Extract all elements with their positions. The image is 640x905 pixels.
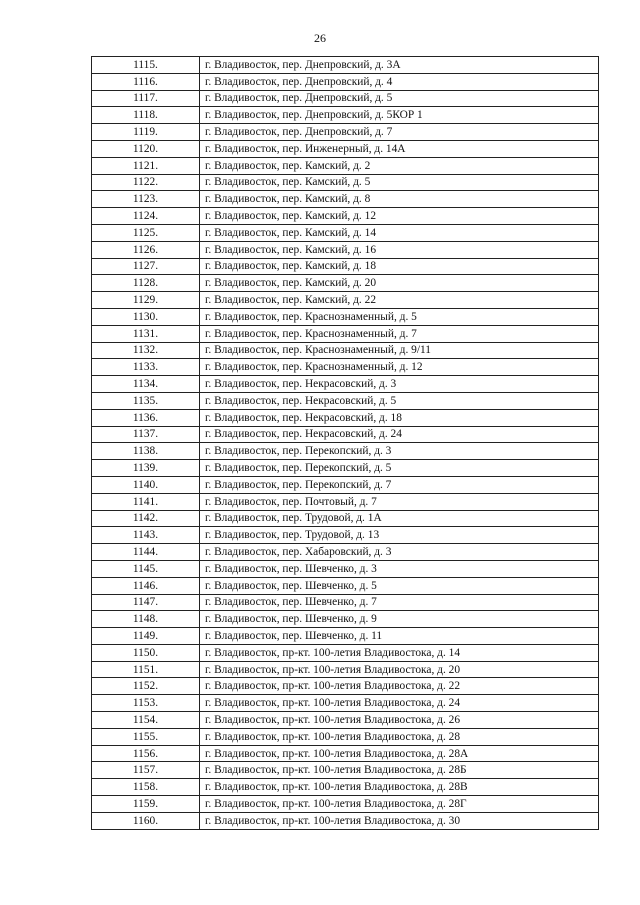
address-cell: г. Владивосток, пер. Камский, д. 12 [200, 208, 599, 225]
row-number-cell: 1157. [92, 762, 200, 779]
row-number-cell: 1159. [92, 796, 200, 813]
address-cell: г. Владивосток, пер. Шевченко, д. 9 [200, 611, 599, 628]
address-cell: г. Владивосток, пер. Краснознаменный, д. 9/11 [200, 342, 599, 359]
address-cell: г. Владивосток, пер. Перекопский, д. 5 [200, 460, 599, 477]
table-row [92, 594, 599, 611]
row-number-cell: 1129. [92, 292, 200, 309]
row-number-cell: 1149. [92, 628, 200, 645]
table-row [92, 476, 599, 493]
table-row [92, 493, 599, 510]
address-cell: г. Владивосток, пер. Трудовой, д. 13 [200, 527, 599, 544]
row-number-cell: 1143. [92, 527, 200, 544]
address-cell: г. Владивосток, пер. Хабаровский, д. 3 [200, 544, 599, 561]
table-row [92, 745, 599, 762]
table-row [92, 812, 599, 829]
address-cell: г. Владивосток, пр-кт. 100-летия Владивостока, д. 28 [200, 728, 599, 745]
address-cell: г. Владивосток, пер. Днепровский, д. 5 [200, 90, 599, 107]
row-number-cell: 1132. [92, 342, 200, 359]
address-cell: г. Владивосток, пер. Шевченко, д. 5 [200, 577, 599, 594]
address-cell: г. Владивосток, пер. Перекопский, д. 3 [200, 443, 599, 460]
row-number-cell: 1120. [92, 140, 200, 157]
row-number-cell: 1125. [92, 224, 200, 241]
table-row [92, 426, 599, 443]
table-row [92, 392, 599, 409]
address-cell: г. Владивосток, пер. Краснознаменный, д. 5 [200, 308, 599, 325]
address-cell: г. Владивосток, пер. Шевченко, д. 3 [200, 560, 599, 577]
table-row [92, 577, 599, 594]
table-row [92, 409, 599, 426]
table-row [92, 695, 599, 712]
address-cell: г. Владивосток, пр-кт. 100-летия Владивостока, д. 28Б [200, 762, 599, 779]
address-cell: г. Владивосток, пер. Днепровский, д. 3А [200, 57, 599, 74]
row-number-cell: 1158. [92, 779, 200, 796]
address-cell: г. Владивосток, пр-кт. 100-летия Владивостока, д. 14 [200, 644, 599, 661]
address-cell: г. Владивосток, пер. Камский, д. 16 [200, 241, 599, 258]
row-number-cell: 1150. [92, 644, 200, 661]
address-cell: г. Владивосток, пр-кт. 100-летия Владивостока, д. 28А [200, 745, 599, 762]
row-number-cell: 1147. [92, 594, 200, 611]
address-cell: г. Владивосток, пер. Краснознаменный, д. 12 [200, 359, 599, 376]
page-number: 26 [314, 31, 326, 45]
address-cell: г. Владивосток, пер. Некрасовский, д. 5 [200, 392, 599, 409]
row-number-cell: 1155. [92, 728, 200, 745]
address-cell: г. Владивосток, пер. Шевченко, д. 7 [200, 594, 599, 611]
row-number-cell: 1128. [92, 275, 200, 292]
table-row [92, 57, 599, 74]
row-number-cell: 1130. [92, 308, 200, 325]
table-row [92, 376, 599, 393]
table-row [92, 157, 599, 174]
row-number-cell: 1151. [92, 661, 200, 678]
table-row [92, 762, 599, 779]
address-table-body [92, 57, 599, 830]
address-cell: г. Владивосток, пер. Некрасовский, д. 3 [200, 376, 599, 393]
row-number-cell: 1119. [92, 124, 200, 141]
table-row [92, 443, 599, 460]
row-number-cell: 1116. [92, 73, 200, 90]
table-row [92, 140, 599, 157]
address-cell: г. Владивосток, пер. Некрасовский, д. 24 [200, 426, 599, 443]
table-row [92, 342, 599, 359]
address-cell: г. Владивосток, пер. Почтовый, д. 7 [200, 493, 599, 510]
address-cell: г. Владивосток, пер. Камский, д. 20 [200, 275, 599, 292]
address-cell: г. Владивосток, пер. Камский, д. 8 [200, 191, 599, 208]
row-number-cell: 1135. [92, 392, 200, 409]
address-cell: г. Владивосток, пр-кт. 100-летия Владивостока, д. 28Г [200, 796, 599, 813]
table-row [92, 728, 599, 745]
table-row [92, 510, 599, 527]
table-row [92, 359, 599, 376]
address-cell: г. Владивосток, пер. Трудовой, д. 1А [200, 510, 599, 527]
row-number-cell: 1136. [92, 409, 200, 426]
row-number-cell: 1139. [92, 460, 200, 477]
row-number-cell: 1145. [92, 560, 200, 577]
table-row [92, 191, 599, 208]
row-number-cell: 1126. [92, 241, 200, 258]
address-cell: г. Владивосток, пер. Днепровский, д. 4 [200, 73, 599, 90]
row-number-cell: 1118. [92, 107, 200, 124]
row-number-cell: 1122. [92, 174, 200, 191]
table-row [92, 779, 599, 796]
table-row [92, 107, 599, 124]
table-row [92, 644, 599, 661]
row-number-cell: 1123. [92, 191, 200, 208]
table-row [92, 224, 599, 241]
row-number-cell: 1148. [92, 611, 200, 628]
table-row [92, 258, 599, 275]
row-number-cell: 1115. [92, 57, 200, 74]
row-number-cell: 1152. [92, 678, 200, 695]
table-row [92, 611, 599, 628]
table-row [92, 124, 599, 141]
address-cell: г. Владивосток, пер. Камский, д. 18 [200, 258, 599, 275]
address-cell: г. Владивосток, пер. Шевченко, д. 11 [200, 628, 599, 645]
row-number-cell: 1146. [92, 577, 200, 594]
row-number-cell: 1153. [92, 695, 200, 712]
row-number-cell: 1160. [92, 812, 200, 829]
row-number-cell: 1138. [92, 443, 200, 460]
row-number-cell: 1144. [92, 544, 200, 561]
row-number-cell: 1127. [92, 258, 200, 275]
table-row [92, 544, 599, 561]
table-row [92, 661, 599, 678]
row-number-cell: 1154. [92, 712, 200, 729]
row-number-cell: 1124. [92, 208, 200, 225]
table-row [92, 712, 599, 729]
address-cell: г. Владивосток, пр-кт. 100-летия Владивостока, д. 20 [200, 661, 599, 678]
row-number-cell: 1134. [92, 376, 200, 393]
address-cell: г. Владивосток, пер. Камский, д. 14 [200, 224, 599, 241]
address-cell: г. Владивосток, пер. Днепровский, д. 7 [200, 124, 599, 141]
address-cell: г. Владивосток, пр-кт. 100-летия Владивостока, д. 26 [200, 712, 599, 729]
table-row [92, 241, 599, 258]
address-cell: г. Владивосток, пер. Камский, д. 22 [200, 292, 599, 309]
table-row [92, 73, 599, 90]
table-row [92, 292, 599, 309]
row-number-cell: 1142. [92, 510, 200, 527]
row-number-cell: 1121. [92, 157, 200, 174]
table-row [92, 174, 599, 191]
table-row [92, 308, 599, 325]
table-row [92, 275, 599, 292]
address-cell: г. Владивосток, пр-кт. 100-летия Владивостока, д. 22 [200, 678, 599, 695]
address-cell: г. Владивосток, пр-кт. 100-летия Владивостока, д. 30 [200, 812, 599, 829]
row-number-cell: 1137. [92, 426, 200, 443]
address-cell: г. Владивосток, пер. Инженерный, д. 14А [200, 140, 599, 157]
row-number-cell: 1133. [92, 359, 200, 376]
table-row [92, 560, 599, 577]
row-number-cell: 1141. [92, 493, 200, 510]
row-number-cell: 1131. [92, 325, 200, 342]
row-number-cell: 1117. [92, 90, 200, 107]
table-row [92, 208, 599, 225]
table-row [92, 628, 599, 645]
address-cell: г. Владивосток, пер. Камский, д. 5 [200, 174, 599, 191]
address-cell: г. Владивосток, пер. Перекопский, д. 7 [200, 476, 599, 493]
row-number-cell: 1156. [92, 745, 200, 762]
table-row [92, 527, 599, 544]
address-cell: г. Владивосток, пер. Некрасовский, д. 18 [200, 409, 599, 426]
address-cell: г. Владивосток, пер. Днепровский, д. 5КОР 1 [200, 107, 599, 124]
address-cell: г. Владивосток, пер. Краснознаменный, д. 7 [200, 325, 599, 342]
address-table [91, 56, 599, 830]
table-row [92, 796, 599, 813]
address-cell: г. Владивосток, пер. Камский, д. 2 [200, 157, 599, 174]
table-row [92, 325, 599, 342]
table-row [92, 90, 599, 107]
table-row [92, 678, 599, 695]
row-number-cell: 1140. [92, 476, 200, 493]
address-cell: г. Владивосток, пр-кт. 100-летия Владивостока, д. 28В [200, 779, 599, 796]
table-row [92, 460, 599, 477]
address-cell: г. Владивосток, пр-кт. 100-летия Владивостока, д. 24 [200, 695, 599, 712]
